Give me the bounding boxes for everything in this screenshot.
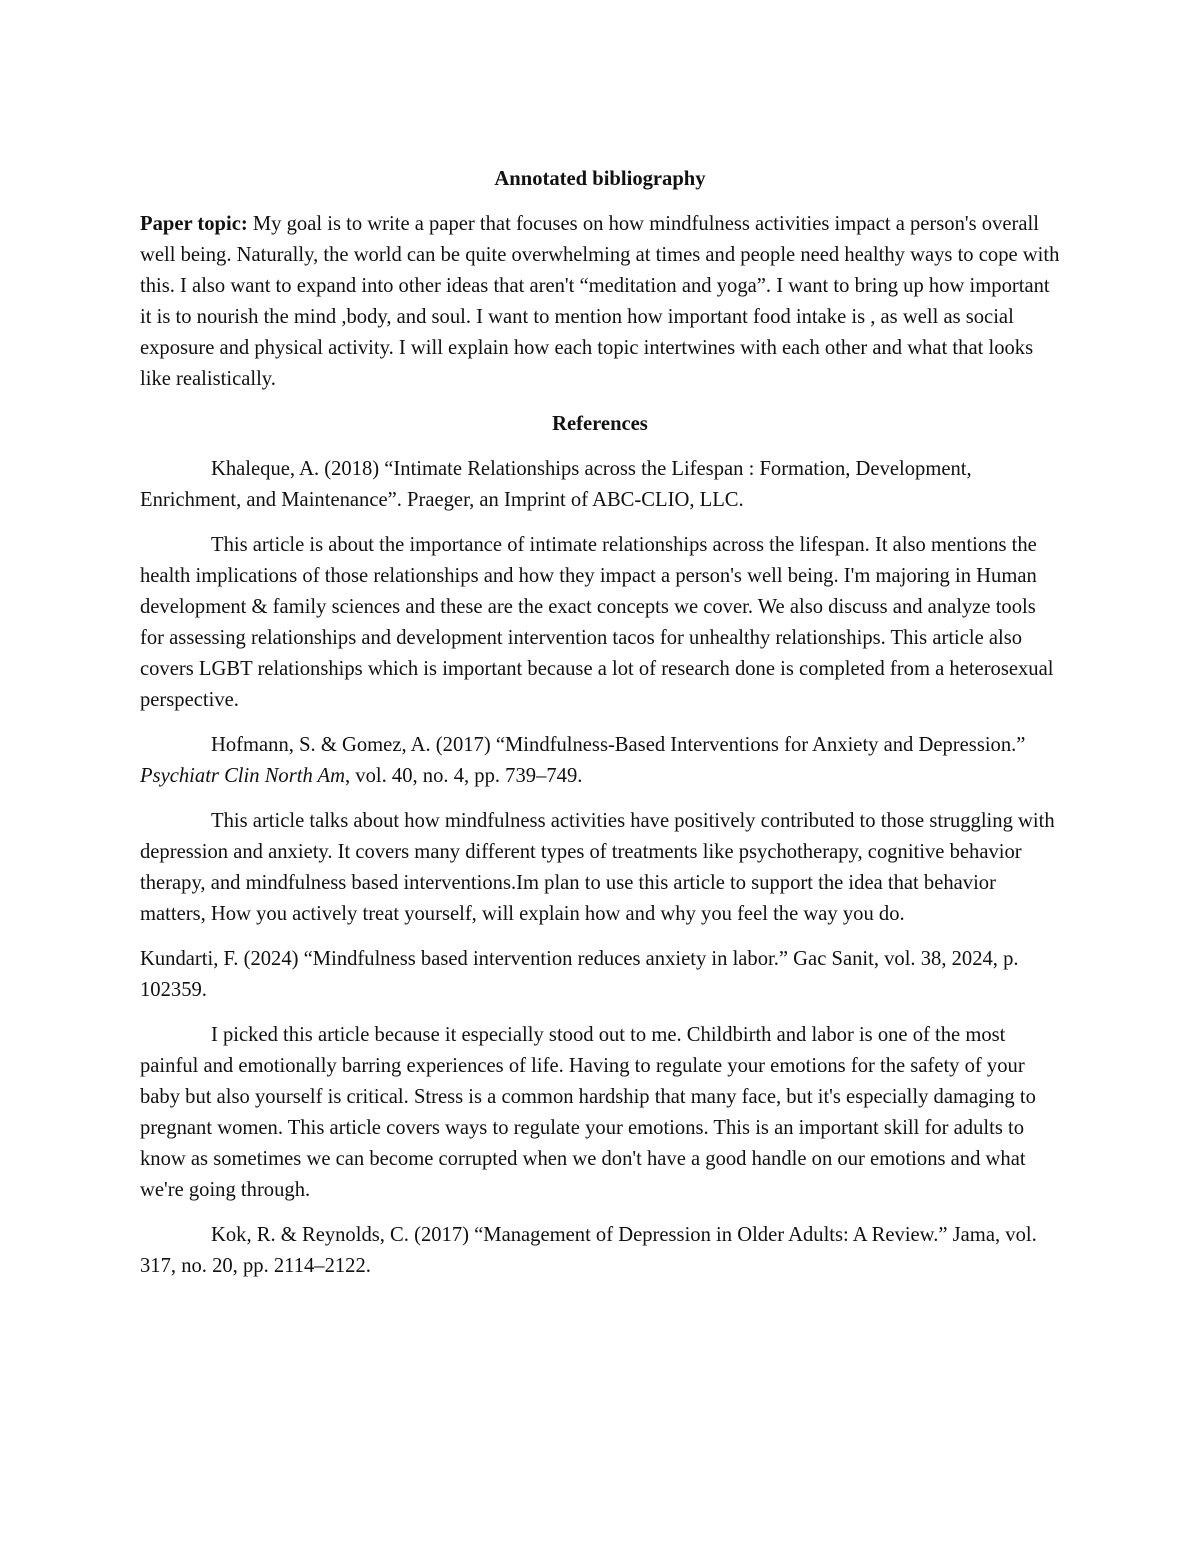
- document-page: [140, 164, 1060, 1296]
- citation-kok: Kok, R. & Reynolds, C. (2017) “Management of Depression in Older Adults: A Review.” Jama, vol. 317, no. 20, pp. 2114–2122.: [140, 1224, 1037, 1277]
- annotation-hofmann: This article talks about how mindfulness activities have positively contributed to those struggling with depression and anxiety. It covers many different types of treatments like psychotherapy, cognitive behavior therapy, and mindfulness based interventions.Im plan to use this article to support the idea that behavior matters, How you actively treat yourself, will explain how and why you feel the way you do.: [140, 810, 1055, 925]
- citation-hofmann-volume: , vol. 40, no. 4, pp. 739–749.: [345, 765, 583, 787]
- paper-topic-paragraph: [140, 209, 1060, 395]
- paper-topic-label: Paper topic:: [140, 213, 248, 235]
- citation-hofmann: [140, 730, 1060, 792]
- annotation-khaleque: This article is about the importance of intimate relationships across the lifespan. It also mentions the health implications of those relationships and how they impact a person's well being. I'm majoring in Human development & family sciences and these are the exact concepts we cover. We also discuss and analyze tools for assessing relationships and development intervention tacos for unhealthy relationships. This article also covers LGBT relationships which is important because a lot of research done is completed from a heterosexual perspective.: [140, 534, 1054, 711]
- document-title: Annotated bibliography: [494, 168, 706, 190]
- citation-hofmann-journal: Psychiatr Clin North Am: [140, 765, 345, 787]
- citation-hofmann-text: Hofmann, S. & Gomez, A. (2017) “Mindfulness-Based Interventions for Anxiety and Depression.”: [211, 734, 1026, 756]
- paper-topic-text: My goal is to write a paper that focuses on how mindfulness activities impact a person's overall well being. Naturally, the world can be quite overwhelming at times and people need healthy ways to cope with this. I also want to expand into other ideas that aren't “meditation and yoga”. I want to bring up how important it is to nourish the mind ,body, and soul. I want to mention how important food intake is , as well as social exposure and physical activity. I will explain how each topic intertwines with each other and what that looks like realistically.: [140, 213, 1060, 390]
- annotation-kundarti: I picked this article because it especially stood out to me. Childbirth and labor is one of the most painful and emotionally barring experiences of life. Having to regulate your emotions for the safety of your baby but also yourself is critical. Stress is a common hardship that many face, but it's especially damaging to pregnant women. This article covers ways to regulate your emotions. This is an important skill for adults to know as sometimes we can become corrupted when we don't have a good handle on our emotions and what we're going through.: [140, 1024, 1036, 1201]
- citation-khaleque: Khaleque, A. (2018) “Intimate Relationships across the Lifespan : Formation, Development, Enrichment, and Maintenance”. Praeger, an Imprint of ABC-CLIO, LLC.: [140, 458, 972, 511]
- citation-kundarti: Kundarti, F. (2024) “Mindfulness based intervention reduces anxiety in labor.” Gac Sanit, vol. 38, 2024, p. 102359.: [140, 948, 1019, 1001]
- references-heading: References: [552, 413, 648, 435]
